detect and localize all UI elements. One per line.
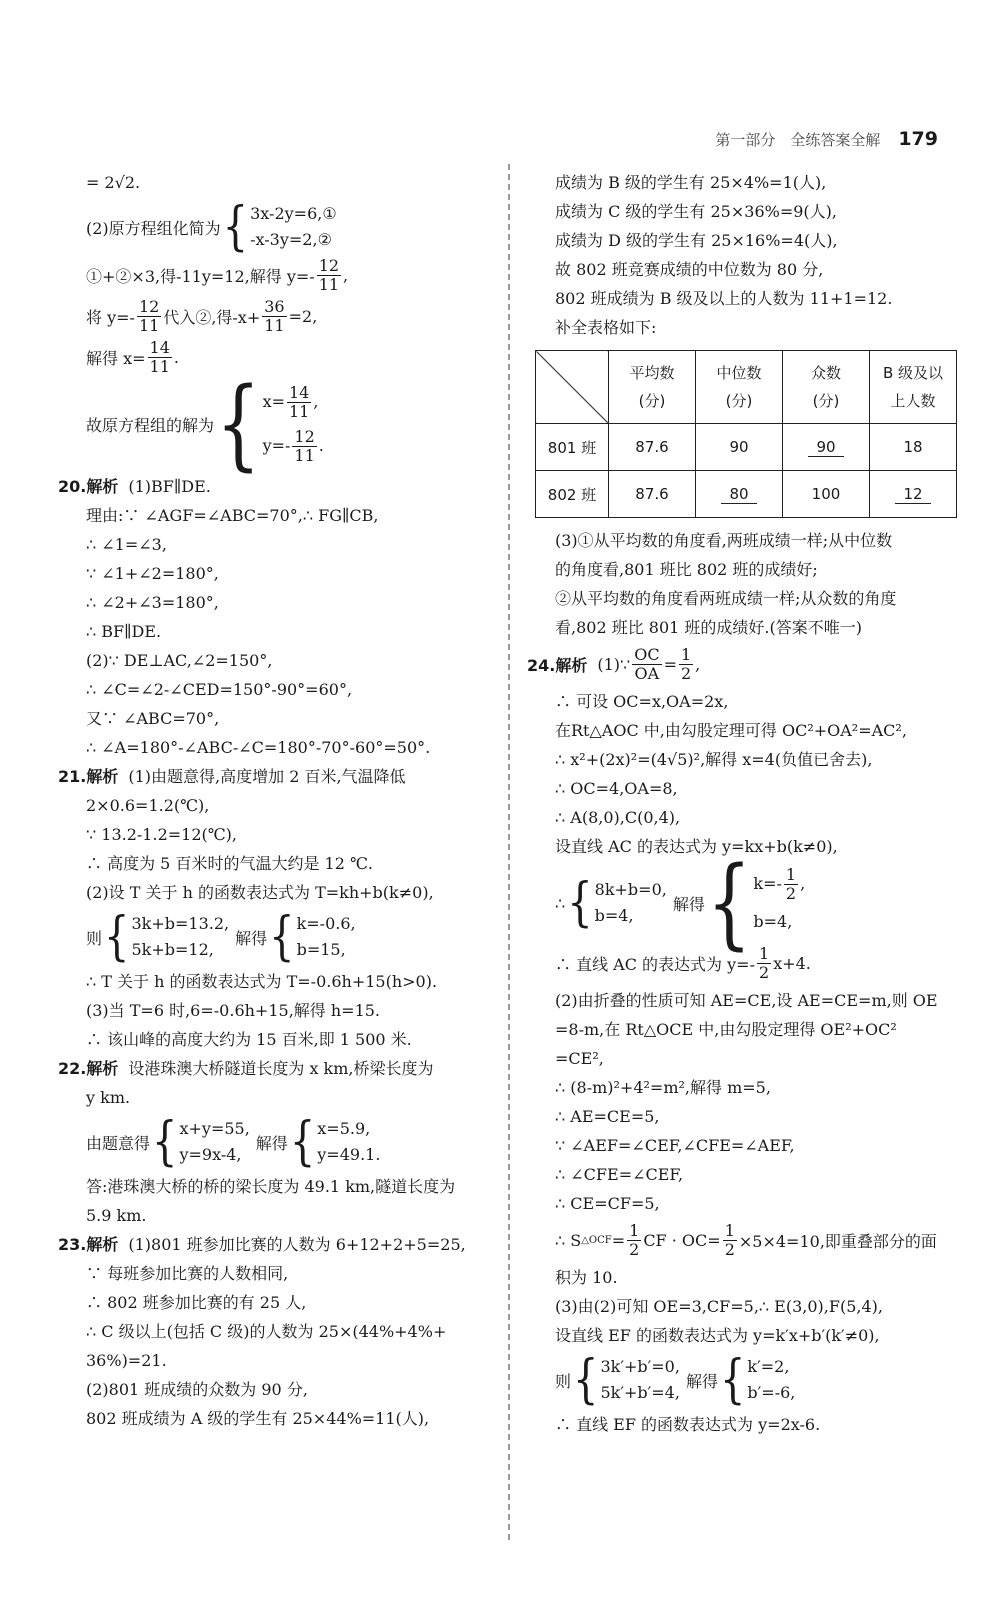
- denominator: 11: [138, 316, 160, 335]
- denominator: 11: [149, 357, 170, 376]
- text: x+4.: [773, 954, 811, 973]
- page-header: [715, 128, 938, 150]
- denominator: 11: [318, 275, 340, 294]
- text-line: (2)801 班成绩的众数为 90 分,: [86, 1380, 308, 1399]
- text: (1)由题意得,高度增加 2 百米,气温降低: [128, 767, 406, 786]
- text: (1)∵: [597, 655, 631, 674]
- denominator: 2: [680, 664, 692, 683]
- text-line: 成绩为 C 级的学生有 25×36%=9(人),: [555, 202, 837, 221]
- text-line: ∴ T 关于 h 的函数表达式为 T=-0.6h+15(h>0).: [86, 972, 438, 991]
- text-line: 设直线 EF 的函数表达式为 y=k′x+b′(k′≠0),: [555, 1326, 880, 1345]
- header-cell: 平均数 (分): [609, 351, 696, 424]
- equation: 5k′+b′=4,: [600, 1383, 680, 1402]
- equation: [263, 380, 324, 424]
- text-line: (2)由折叠的性质可知 AE=CE,设 AE=CE=m,则 OE: [555, 991, 938, 1010]
- fraction: [757, 945, 771, 982]
- equation: k′=2,: [747, 1357, 790, 1376]
- text-line: 又∵ ∠ABC=70°,: [86, 709, 220, 728]
- text: ①+②×3,得-11y=12,解得 y=-: [86, 267, 315, 286]
- fraction: [287, 384, 311, 421]
- text-line: (3)①从平均数的角度看,两班成绩一样;从中位数: [555, 531, 893, 550]
- text: 由题意得: [86, 1133, 151, 1153]
- brace-icon: {: [269, 907, 295, 967]
- text-line: ∴ C 级以上(包括 C 级)的人数为 25×(44%+4%+: [86, 1322, 447, 1341]
- text-line: 补全表格如下:: [555, 318, 657, 337]
- denominator: 11: [289, 402, 310, 421]
- fraction: [679, 646, 693, 683]
- text-line: 成绩为 B 级的学生有 25×4%=1(人),: [555, 173, 827, 192]
- section-title: 第一部分 全练答案全解: [715, 131, 881, 149]
- filled-answer: 90: [808, 438, 843, 457]
- denominator: 2: [724, 1240, 735, 1259]
- text-line: ∴ AE=CE=5,: [555, 1107, 660, 1126]
- text: y=-: [262, 436, 291, 455]
- math-line: [58, 257, 498, 294]
- table-cell: 87.6: [609, 424, 696, 471]
- text: k=-: [753, 874, 782, 893]
- text-line: 802 班成绩为 B 级及以上的人数为 11+1=12.: [555, 289, 893, 308]
- brace-icon: {: [216, 366, 261, 482]
- text: ,: [800, 874, 806, 893]
- equation: b=4,: [594, 906, 634, 925]
- text: 故原方程组的解为: [86, 415, 215, 435]
- fraction: [632, 646, 661, 683]
- text-line: ∴ 可设 OC=x,OA=2x,: [555, 692, 729, 711]
- equation-system: [58, 907, 498, 967]
- text: 将 y=-: [86, 308, 135, 327]
- denominator: 2: [785, 884, 797, 903]
- equation: 3x-2y=6,①: [250, 204, 337, 223]
- text: 代入②,得-x+: [163, 308, 261, 327]
- text-line: ∴ ∠2+∠3=180°,: [86, 593, 219, 612]
- equation: b′=-6,: [747, 1383, 796, 1402]
- numerator: OC: [634, 645, 660, 664]
- text-line: (2)∵ DE⊥AC,∠2=150°,: [86, 651, 273, 670]
- text-line: ∴ A(8,0),C(0,4),: [555, 808, 681, 827]
- fraction: [784, 866, 798, 903]
- text-line: =8-m,在 Rt△OCE 中,由勾股定理得 OE²+OC²: [555, 1020, 897, 1039]
- equation: b=15,: [296, 940, 346, 959]
- denominator: 11: [294, 446, 315, 465]
- system-lines: [595, 877, 667, 929]
- text-line: ∴ ∠1=∠3,: [86, 535, 167, 554]
- text-line: 积为 10.: [555, 1268, 618, 1287]
- left-column: [58, 168, 498, 1433]
- equation: y=49.1.: [317, 1145, 381, 1164]
- text: .: [318, 436, 324, 455]
- text-line: ∴ 高度为 5 百米时的气温大约是 12 ℃.: [86, 854, 373, 873]
- question-22: [58, 1054, 498, 1083]
- text-line: ∴ 直线 EF 的函数表达式为 y=2x-6.: [555, 1415, 821, 1434]
- equation: x=5.9,: [317, 1119, 371, 1138]
- text: ,: [695, 655, 701, 674]
- text: (2)原方程组化简为: [86, 218, 221, 238]
- text-line: =CE²,: [555, 1049, 604, 1068]
- text-line: (3)当 T=6 时,6=-0.6h+15,解得 h=15.: [86, 1001, 381, 1020]
- text: 解得 x=: [86, 349, 146, 368]
- text-line: ②从平均数的角度看两班成绩一样;从众数的角度: [555, 589, 897, 608]
- text: ×5×4=10,即重叠部分的面: [738, 1232, 937, 1251]
- table-cell: [696, 471, 783, 518]
- fraction: [317, 257, 341, 294]
- text-line: 看,802 班比 801 班的成绩好.(答案不唯一): [555, 618, 862, 637]
- denominator: OA: [634, 664, 660, 683]
- text-line: (3)由(2)可知 OE=3,CF=5,∴ E(3,0),F(5,4),: [555, 1297, 883, 1316]
- question-label: 24.解析: [527, 656, 588, 675]
- question-label: 22.解析: [58, 1059, 119, 1078]
- page-number: 179: [898, 128, 938, 150]
- denominator: 2: [629, 1240, 640, 1259]
- table-cell: 100: [783, 471, 870, 518]
- system-lines: [753, 865, 805, 941]
- equation: [263, 424, 324, 468]
- brace-icon: {: [222, 197, 249, 257]
- numerator: 1: [759, 944, 770, 963]
- equation: b=4,: [753, 912, 793, 931]
- text-line: ∵ 13.2-1.2=12(℃),: [86, 825, 237, 844]
- text: CF · OC=: [643, 1231, 721, 1250]
- text: 则: [555, 1371, 572, 1391]
- fraction: [137, 298, 161, 335]
- equation: 5k+b=12,: [131, 940, 214, 959]
- text: ,: [313, 392, 319, 411]
- text-line: ∴ OC=4,OA=8,: [555, 779, 678, 798]
- filled-answer: 80: [721, 485, 756, 504]
- text: (1)BF∥DE.: [128, 477, 211, 496]
- text-line: ∴ 该山峰的高度大约为 15 百米,即 1 500 米.: [86, 1030, 412, 1049]
- text-line: = 2√2.: [86, 173, 141, 192]
- numerator: 12: [318, 256, 340, 275]
- equation: [753, 865, 805, 903]
- brace-icon: {: [719, 1350, 746, 1410]
- text-line: 故 802 班竞赛成绩的中位数为 80 分,: [555, 260, 824, 279]
- system-lines: [179, 1116, 249, 1168]
- text-line: ∴ ∠A=180°-∠ABC-∠C=180°-70°-60°=50°.: [86, 738, 431, 757]
- text-line: 5.9 km.: [86, 1206, 147, 1225]
- score-table: [535, 350, 957, 518]
- numerator: 36: [264, 297, 285, 316]
- numerator: 1: [785, 865, 797, 884]
- text-line: ∵ 每班参加比赛的人数相同,: [86, 1264, 289, 1283]
- row-label: 801 班: [536, 424, 609, 471]
- column-divider: [508, 164, 510, 1540]
- text: 设港珠澳大桥隧道长度为 x km,桥梁长度为: [128, 1059, 434, 1078]
- brace-icon: {: [289, 1112, 316, 1172]
- text-line: ∴ ∠C=∠2-∠CED=150°-90°=60°,: [86, 680, 353, 699]
- numerator: 1: [724, 1221, 735, 1240]
- equation: y=9x-4,: [179, 1145, 242, 1164]
- text-line: 成绩为 D 级的学生有 25×16%=4(人),: [555, 231, 838, 250]
- denominator: 11: [264, 316, 285, 335]
- system-lines: [747, 1354, 795, 1406]
- row-label: 802 班: [536, 471, 609, 518]
- text-line: ∴ 802 班参加比赛的有 25 人,: [86, 1293, 307, 1312]
- equation: 3k+b=13.2,: [131, 914, 230, 933]
- text: .: [173, 348, 179, 367]
- corner-cell: [536, 351, 609, 424]
- question-21: [58, 762, 498, 791]
- brace-icon: {: [706, 845, 752, 961]
- fraction: [627, 1222, 641, 1259]
- numerator: 14: [289, 383, 310, 402]
- math-line: [58, 298, 498, 335]
- text-line: ∴ CE=CF=5,: [555, 1194, 660, 1213]
- fraction: [723, 1222, 737, 1259]
- text: (1)801 班参加比赛的人数为 6+12+2+5=25,: [128, 1235, 466, 1254]
- text-line: ∵ ∠1+∠2=180°,: [86, 564, 219, 583]
- brace-icon: {: [104, 907, 130, 967]
- system-lines: [297, 911, 356, 963]
- system-lines: [600, 1354, 679, 1406]
- brace-icon: {: [573, 1350, 599, 1410]
- text: =: [663, 655, 677, 674]
- question-23: [58, 1230, 498, 1259]
- equation: k=-0.6,: [296, 914, 356, 933]
- equation-system: [527, 1350, 959, 1410]
- text: =2,: [288, 307, 318, 326]
- text-line: 36%)=21.: [86, 1351, 167, 1370]
- text-line: ∴ ∠CFE=∠CEF,: [555, 1165, 684, 1184]
- brace-icon: {: [152, 1112, 178, 1172]
- table-cell: 90: [696, 424, 783, 471]
- question-label: 23.解析: [58, 1235, 119, 1254]
- text: 则: [86, 928, 103, 948]
- text: ,: [343, 266, 349, 285]
- filled-answer: 12: [895, 485, 930, 504]
- denominator: 2: [759, 963, 770, 982]
- header-cell: 中位数 (分): [696, 351, 783, 424]
- question-label: 20.解析: [58, 477, 119, 496]
- text: x=: [262, 392, 285, 411]
- equation-system: [58, 197, 498, 257]
- fraction: [262, 298, 286, 335]
- header-cell: 众数 (分): [783, 351, 870, 424]
- text: 解得: [672, 894, 705, 914]
- equation-system: [58, 1112, 498, 1172]
- numerator: 14: [149, 338, 170, 357]
- system-lines: [131, 911, 229, 963]
- brace-icon: {: [567, 873, 593, 933]
- math-line: [58, 339, 498, 376]
- text: ∴ 直线 AC 的表达式为 y=-: [555, 955, 755, 974]
- text-line: 的角度看,801 班比 802 班的成绩好;: [555, 560, 818, 579]
- text: 解得: [255, 1133, 288, 1153]
- numerator: 1: [680, 645, 692, 664]
- text: =: [611, 1231, 626, 1250]
- numerator: 12: [138, 297, 160, 316]
- question-label: 21.解析: [58, 767, 119, 786]
- subscript: △OCF: [581, 1235, 612, 1246]
- text-line: 答:港珠澳大桥的桥的梁长度为 49.1 km,隧道长度为: [86, 1177, 456, 1196]
- text-line: 2×0.6=1.2(℃),: [86, 796, 210, 815]
- text-line: ∵ ∠AEF=∠CEF,∠CFE=∠AEF,: [555, 1136, 795, 1155]
- right-column: [527, 168, 959, 1439]
- text-line: 设直线 AC 的表达式为 y=kx+b(k≠0),: [555, 837, 838, 856]
- table-row: [536, 471, 957, 518]
- equation: -x-3y=2,②: [250, 230, 332, 249]
- table-cell: 18: [870, 424, 957, 471]
- text-line: 理由:∵ ∠AGF=∠ABC=70°,∴ FG∥CB,: [86, 506, 379, 525]
- text: 解得: [235, 928, 268, 948]
- math-line: [527, 1222, 959, 1259]
- text-line: ∴ (8-m)²+4²=m²,解得 m=5,: [555, 1078, 771, 1097]
- text-line: (2)设 T 关于 h 的函数表达式为 T=kh+b(k≠0),: [86, 883, 434, 902]
- equation: x+y=55,: [179, 1119, 250, 1138]
- text-line: y km.: [86, 1088, 131, 1107]
- question-24: [527, 646, 959, 683]
- question-20: [58, 472, 498, 501]
- solution-system: [58, 366, 498, 482]
- fraction: [292, 428, 316, 465]
- table-cell: [783, 424, 870, 471]
- text-line: ∴ BF∥DE.: [86, 622, 162, 641]
- table-header-row: [536, 351, 957, 424]
- fraction: [148, 339, 172, 376]
- system-lines: [317, 1116, 380, 1168]
- system-lines: [263, 380, 324, 468]
- numerator: 12: [294, 427, 315, 446]
- text-line: ∴ x²+(2x)²=(4√5)²,解得 x=4(负值已舍去),: [555, 750, 873, 769]
- table-row: [536, 424, 957, 471]
- equation: 3k′+b′=0,: [600, 1357, 680, 1376]
- system-lines: [250, 201, 337, 253]
- text-line: 在Rt△AOC 中,由勾股定理可得 OC²+OA²=AC²,: [555, 721, 907, 740]
- table-cell: 87.6: [609, 471, 696, 518]
- text: ∴: [555, 893, 566, 913]
- header-cell: B 级及以 上人数: [870, 351, 957, 424]
- numerator: 1: [629, 1221, 640, 1240]
- equation: 8k+b=0,: [594, 880, 667, 899]
- table-cell: [870, 471, 957, 518]
- text: ∴ S: [555, 1231, 582, 1250]
- text-line: 802 班成绩为 A 级的学生有 25×44%=11(人),: [86, 1409, 430, 1428]
- text: 解得: [685, 1371, 718, 1391]
